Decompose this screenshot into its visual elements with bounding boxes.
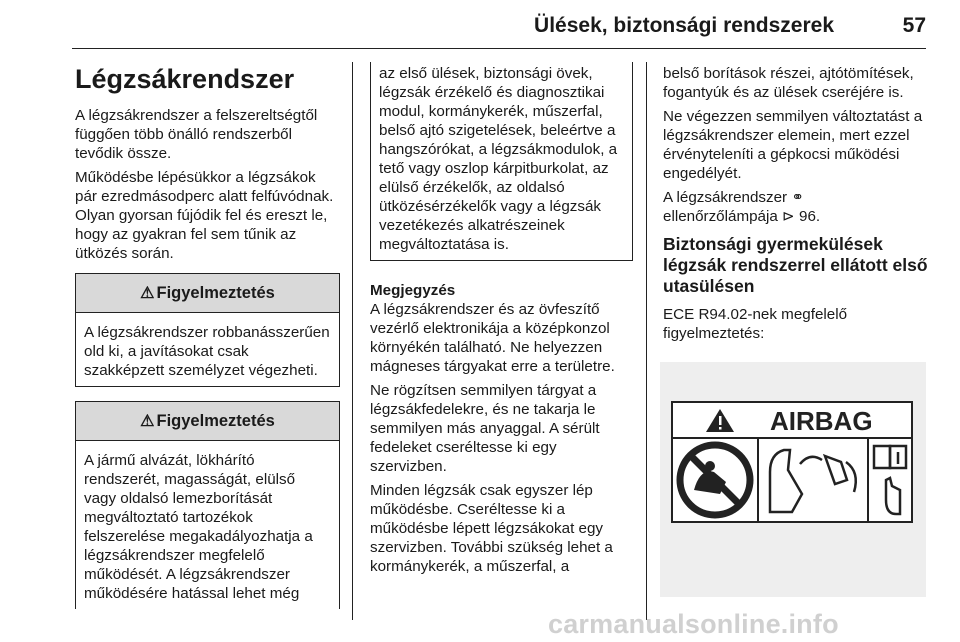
page-number: 57 (902, 14, 926, 37)
note-title: Megjegyzés (370, 282, 456, 299)
paragraph: A légzsákrendszer a felszereltségtől függően több önálló rendszerből tevődik össze. (75, 107, 318, 162)
column-divider (646, 62, 647, 620)
paragraph (663, 188, 928, 226)
column-divider (352, 62, 353, 620)
paragraph: ECE R94.02-nek megfelelő figyelmeztetés: (663, 306, 848, 342)
paragraph: Működésbe lépésükkor a légzsákok pár ezredmásodperc alatt felfúvódnak. Olyan gyorsan fújódik fel és ereszt le, hogy az gyakran fel sem tűnik az ütközés során. (75, 169, 334, 262)
section-heading: Biztonsági gyermekülések légzsák rendszerrel ellátott első utasülésen (663, 234, 928, 296)
main-heading: Légzsákrendszer (75, 64, 295, 94)
watermark: carmanualsonline.info (548, 609, 839, 639)
warning-title: Figyelmeztetés (156, 284, 275, 302)
warning-box (75, 401, 340, 609)
warning-text: A légzsákrendszer robbanásszerűen old ki, a javításokat csak szakképzett személyzet végezheti. (84, 324, 330, 379)
header-rule (72, 48, 926, 49)
warning-triangle-icon: ⚠ (140, 285, 155, 302)
text: ellenőrzőlámpája (663, 208, 783, 225)
text: A légzsákrendszer (663, 189, 792, 206)
label-airbag-text: AIRBAG (770, 406, 873, 436)
warning-header (76, 274, 339, 313)
column-3 (663, 64, 928, 348)
warning-text: A jármű alvázát, lökhárító rendszerét, magasságát, elülső vagy oldalsó lemezborítását megváltoztató tartozékok felszerelése megakadályozhatja a légzsákrendszer megfelelő működését. A légzsákrendszer működésére hatással lehet még (84, 452, 313, 602)
airbag-warning-label (660, 362, 926, 597)
paragraph: belső borítások részei, ajtótömítések, fogantyúk és az ülések cseréjére is. (663, 65, 914, 101)
warning-continuation-box: az első ülések, biztonsági övek, légzsák érzékelő és diagnosztikai modul, kormánykerék, műszerfal, belső ajtó szigetelések, beleértve a hangszórókat, a légzsákmodulok, a tető vagy oszlop kárpitburkolat, az elülső érzékelők, az oldalsó ütközésérzékelők vagy a légzsák vezetékezés alkatrészeinek megváltoztatása is. (370, 62, 633, 261)
column-1 (75, 64, 340, 609)
page-reference-arrow-icon: ⊳ (782, 208, 795, 225)
column-2 (370, 62, 633, 581)
warning-triangle-icon: ⚠ (140, 413, 155, 430)
page-reference[interactable]: 96. (799, 208, 821, 225)
paragraph: A légzsákrendszer és az övfeszítő vezérlő elektronikája a középkonzol környékén található. Ne helyezzen mágneses tárgyakat erre a területre. (370, 301, 615, 375)
warning-header (76, 402, 339, 441)
airbag-warning-light-icon: ⚭ (791, 189, 805, 206)
paragraph: Ne rögzítsen semmilyen tárgyat a légzsákfedelekre, és ne takarja le semmilyen más anyaggal. A sérült fedeleket cseréltesse ki egy szervizben. (370, 382, 600, 475)
warning-title: Figyelmeztetés (156, 412, 275, 430)
paragraph: Ne végezzen semmilyen változtatást a légzsákrendszer elemein, mert ezzel érvényteleníti a gépkocsi működési engedélyét. (663, 108, 923, 182)
paragraph: Minden légzsák csak egyszer lép működésbe. Cseréltesse ki a működésbe lépett légzsákokat egy szervizben. További szükség lehet a kormánykerék, a műszerfal, a (370, 482, 613, 575)
warning-box (75, 273, 340, 387)
section-title: Ülések, biztonsági rendszerek (534, 14, 834, 37)
